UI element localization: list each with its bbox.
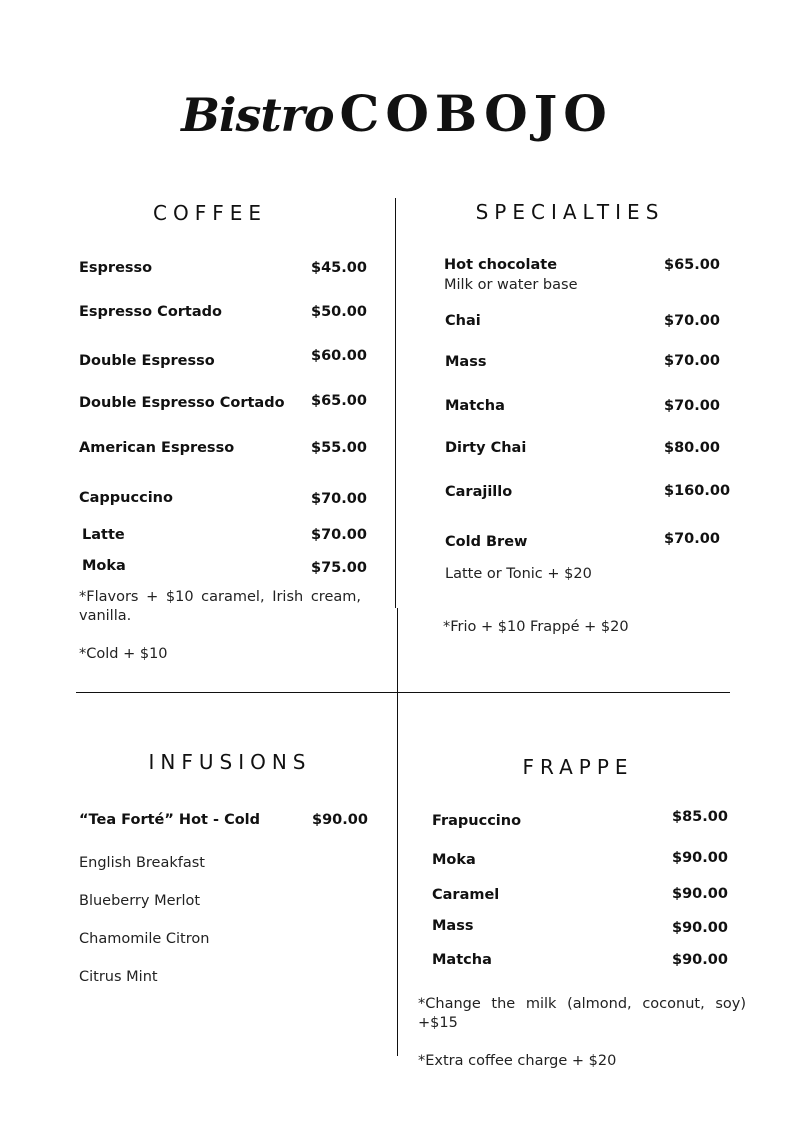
frappe-item-price: $90.00 [672,952,728,968]
specialties-item-name: Mass [445,354,487,370]
specialties-item-price: $70.00 [664,353,720,369]
specialties-item-price: $80.00 [664,440,720,456]
specialties-item-price: $65.00 [664,257,720,273]
specialties-item-subtext: Latte or Tonic + $20 [445,566,592,582]
coffee-item-name: Espresso Cortado [79,304,222,320]
coffee-item-name: American Espresso [79,440,235,456]
specialties-item-price: $160.00 [664,483,731,499]
logo-script-text: Bistro [181,88,334,142]
specialties-item-name: Hot chocolate [444,257,558,273]
coffee-heading: COFFEE [153,201,267,225]
frappe-heading: FRAPPE [522,755,634,779]
coffee-item-name: Double Espresso Cortado [79,395,285,411]
frappe-item-price: $85.00 [672,809,728,825]
frappe-item-name: Mass [432,918,474,934]
coffee-item-name: Double Espresso [79,353,215,369]
coffee-item-name: Moka [82,558,126,574]
frappe-note: *Extra coffee charge + $20 [418,1053,617,1069]
infusions-item-price: $90.00 [312,812,368,828]
frappe-item-name: Caramel [432,887,500,903]
specialties-item-price: $70.00 [664,313,720,329]
specialties-item-name: Cold Brew [445,534,528,550]
coffee-item-price: $70.00 [311,527,367,543]
coffee-item-name: Cappuccino [79,490,173,506]
coffee-item-price: $70.00 [311,491,367,507]
frappe-item-price: $90.00 [672,886,728,902]
frappe-item-name: Moka [432,852,476,868]
frappe-note: *Change the milk (almond, coconut, soy) +$15 [418,996,746,1031]
vertical-divider-bottom [397,608,398,1056]
coffee-note: *Cold + $10 [79,646,168,662]
specialties-item-price: $70.00 [664,531,720,547]
logo [0,84,794,144]
frappe-item-price: $90.00 [672,920,728,936]
coffee-item-name: Espresso [79,260,153,276]
coffee-item-price: $75.00 [311,560,367,576]
coffee-item-name: Latte [82,527,125,543]
infusion-flavor: Citrus Mint [79,969,158,985]
infusion-flavor: English Breakfast [79,855,205,871]
specialties-item-name: Dirty Chai [445,440,527,456]
vertical-divider-top [395,198,396,608]
horizontal-divider [76,692,730,693]
frappe-item-price: $90.00 [672,850,728,866]
coffee-item-price: $50.00 [311,304,367,320]
specialties-item-name: Chai [445,313,481,329]
specialties-heading: SPECIALTIES [475,200,665,224]
infusion-flavor: Chamomile Citron [79,931,210,947]
specialties-item-price: $70.00 [664,398,720,414]
coffee-item-price: $60.00 [311,348,367,364]
infusion-flavor: Blueberry Merlot [79,893,201,909]
infusions-item-name: “Tea Forté” Hot - Cold [79,812,261,828]
infusions-heading: INFUSIONS [148,750,312,774]
coffee-item-price: $55.00 [311,440,367,456]
logo-main-text: COBOJO [339,84,613,143]
coffee-item-price: $45.00 [311,260,367,276]
specialties-note: *Frio + $10 Frappé + $20 [443,619,629,635]
specialties-item-name: Carajillo [445,484,513,500]
frappe-item-name: Frapuccino [432,813,522,829]
frappe-item-name: Matcha [432,952,492,968]
coffee-item-price: $65.00 [311,393,367,409]
specialties-item-name: Matcha [445,398,505,414]
specialties-item-subtext: Milk or water base [444,277,578,293]
coffee-note: *Flavors + $10 caramel, Irish cream, vanilla. [79,589,361,624]
